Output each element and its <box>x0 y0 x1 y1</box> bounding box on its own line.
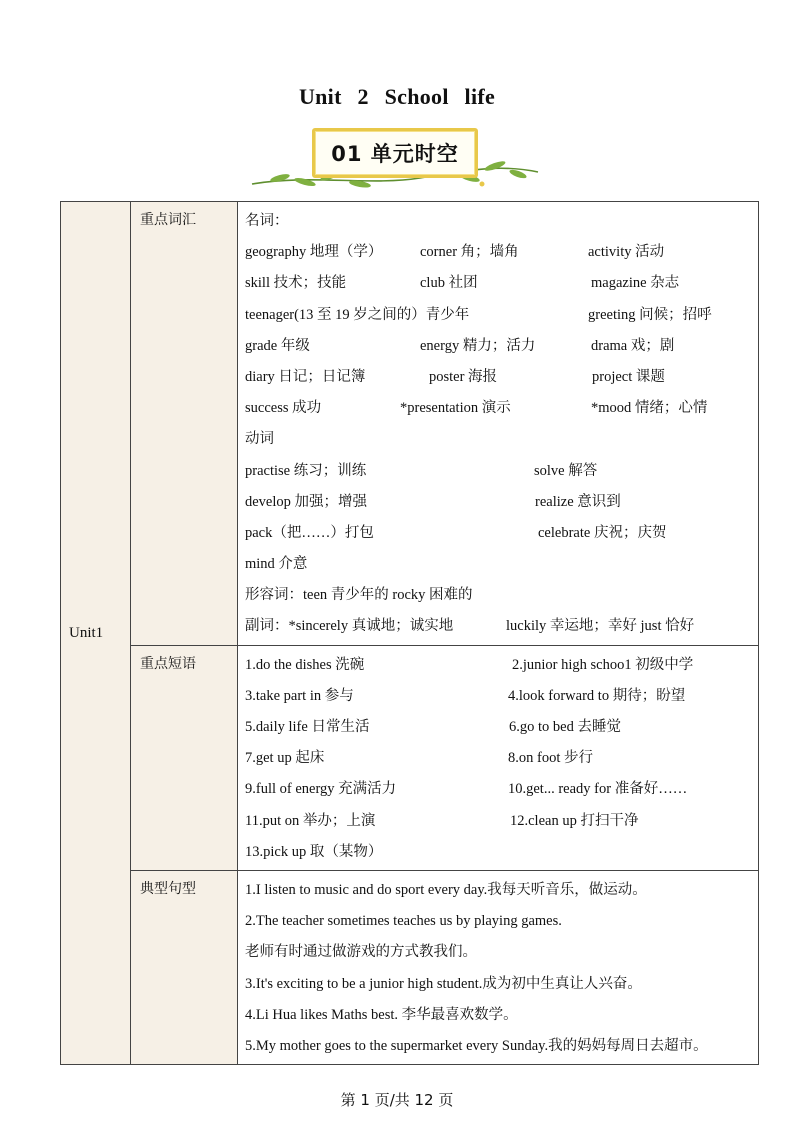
list-item: teenager(13 至 19 岁之间的）青少年 greeting 问候；招呼 <box>245 306 712 323</box>
list-item: 1.I listen to music and do sport every day.我每天听音乐，做运动。 <box>245 881 647 898</box>
list-item: develop 加强；增强 realize 意识到 <box>245 493 621 510</box>
page-number: 第 1 页/共 12 页 <box>340 1091 454 1109</box>
phrases-category: 重点短语 <box>131 645 238 870</box>
list-item: 3.take part in 参与 4.look forward to 期待；盼望 <box>245 687 686 704</box>
list-item: 13.pick up 取（某物） <box>245 843 383 860</box>
list-item: 副词：*sincerely 真诚地；诚实地 luckily 幸运地；幸好 just 恰好 <box>245 618 695 635</box>
list-item: 5.daily life 日常生活 6.go to bed 去睡觉 <box>245 719 621 735</box>
list-item: 7.get up 起床 8.on foot 步行 <box>245 750 593 767</box>
vocab-category: 重点词汇 <box>131 202 238 646</box>
phrases-content <box>238 645 759 870</box>
unit-label: Unit1 <box>61 202 131 1065</box>
list-item: success 成功 *presentation 演示 *mood 情绪；心情 <box>245 400 708 417</box>
vocab-section <box>61 202 759 646</box>
list-item: skill 技术；技能 club 社团 magazine 杂志 <box>245 275 680 292</box>
page-title: Unit 2 School life <box>298 84 496 109</box>
list-item: grade 年级 energy 精力；活力 drama 戏；剧 <box>245 337 675 354</box>
sentences-content <box>238 870 759 1064</box>
list-item: 动词 <box>245 431 274 448</box>
list-item: 1.do the dishes 洗碗 2.junior high schoo1 初级中学 <box>245 656 694 673</box>
sentences-category: 典型句型 <box>131 870 238 1064</box>
list-item: diary 日记；日记簿 poster 海报 project 课题 <box>245 368 665 385</box>
list-item: 3.It's exciting to be a junior high student.成为初中生真让人兴奋。 <box>245 975 642 992</box>
list-item: 老师有时通过做游戏的方式教我们。 <box>245 944 477 961</box>
list-item: 名词： <box>245 213 289 229</box>
phrases-section <box>61 645 759 870</box>
list-item: mind 介意 <box>245 556 308 573</box>
list-item: geography 地理（学） corner 角；墙角 activity 活动 <box>245 244 665 261</box>
list-item: 2.The teacher sometimes teaches us by playing games. <box>245 913 562 930</box>
list-item: 9.full of energy 充满活力 10.get... ready for 准备好…… <box>245 781 688 798</box>
vocab-content <box>238 202 759 646</box>
list-item: 4.Li Hua likes Maths best. 李华最喜欢数学。 <box>245 1006 518 1023</box>
list-item: 5.My mother goes to the supermarket every Sunday.我的妈妈每周日去超市。 <box>245 1037 708 1054</box>
list-item: pack（把……）打包 celebrate 庆祝；庆贺 <box>245 524 667 541</box>
list-item: 形容词：teen 青少年的 rocky 困难的 <box>245 587 473 604</box>
banner-label: 01 单元时空 <box>312 128 478 178</box>
sentences-section <box>61 870 759 1064</box>
list-item: 11.put on 举办；上演 12.clean up 打扫干净 <box>245 812 639 829</box>
unit-summary-table <box>60 201 759 1065</box>
section-banner <box>250 124 540 194</box>
list-item: practise 练习；训练 solve 解答 <box>245 462 598 479</box>
